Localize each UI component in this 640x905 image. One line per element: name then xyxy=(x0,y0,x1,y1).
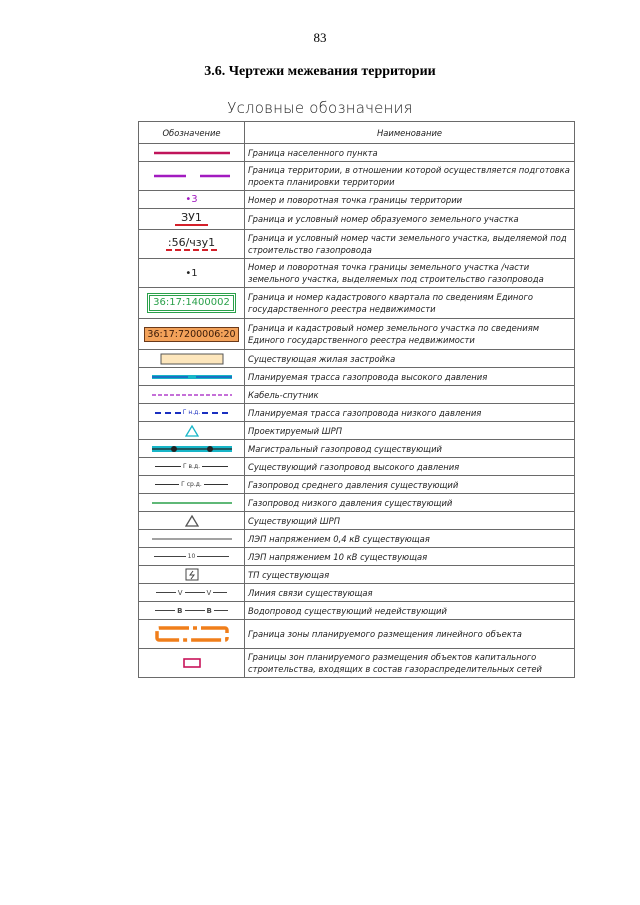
row-name: Магистральный газопровод существующий xyxy=(245,440,575,458)
table-row xyxy=(139,230,575,259)
row-name: Газопровод низкого давления существующий xyxy=(245,494,575,512)
table-row xyxy=(139,602,575,620)
red-boundary-line-icon xyxy=(139,144,245,162)
row-name: Номер и поворотная точка границы земельного участка /части земельного участка, выделяемых под строительство газопровода xyxy=(245,259,575,288)
triangle-cyan-icon xyxy=(139,422,245,440)
comm-label: V xyxy=(206,588,212,597)
header-symbol: Обозначение xyxy=(139,122,245,144)
table-row xyxy=(139,404,575,422)
table-row xyxy=(139,440,575,458)
part-parcel-number: :56/чзу1 xyxy=(167,236,216,249)
hp-gas-planned-icon xyxy=(139,368,245,386)
table-row xyxy=(139,512,575,530)
point-number: •3 xyxy=(185,194,198,205)
section-title: 3.6. Чертежи межевания территории xyxy=(204,64,436,79)
row-name: Планируемая трасса газопровода высокого давления xyxy=(245,368,575,386)
row-name: Граница и условный номер части земельного участка, выделяемой под строительство газопровода xyxy=(245,230,575,259)
transformer-icon xyxy=(139,566,245,584)
gas-label: Г в.д. xyxy=(182,463,201,470)
table-row xyxy=(139,191,575,209)
row-name: ЛЭП напряжением 0,4 кВ существующая xyxy=(245,530,575,548)
table-row xyxy=(139,584,575,602)
water-label: В xyxy=(177,606,183,615)
table-row xyxy=(139,422,575,440)
row-name: Граница и кадастровый номер земельного участка по сведениям Единого государственного реестра недвижимости xyxy=(245,319,575,350)
comm-label: V xyxy=(177,588,183,597)
parcel-label-icon xyxy=(139,209,245,230)
legend-table xyxy=(138,121,575,678)
row-name: Существующий ШРП xyxy=(245,512,575,530)
cadastral-parcel-number: 36:17:7200006:20 xyxy=(147,328,236,340)
row-name: Водопровод существующий недействующий xyxy=(245,602,575,620)
page-number: 83 xyxy=(313,30,327,45)
cadastral-parcel-icon xyxy=(139,319,245,350)
hp-gas-existing-icon xyxy=(139,458,245,476)
table-row xyxy=(139,209,575,230)
table-row xyxy=(139,368,575,386)
table-row xyxy=(139,566,575,584)
legend-title: Условные обозначения xyxy=(227,99,413,117)
row-name: Граница и номер кадастрового квартала по сведениям Единого государственного реестра недвижимости xyxy=(245,288,575,319)
row-name: Существующий газопровод высокого давления xyxy=(245,458,575,476)
purple-dashed-boundary-icon xyxy=(139,162,245,191)
row-name: ЛЭП напряжением 10 кВ существующая xyxy=(245,548,575,566)
row-name: Граница зоны планируемого размещения линейного объекта xyxy=(245,620,575,649)
table-row xyxy=(139,386,575,404)
power-line-04-icon xyxy=(139,530,245,548)
magenta-rect-icon xyxy=(139,649,245,678)
table-row xyxy=(139,144,575,162)
header-name: Наименование xyxy=(245,122,575,144)
table-row xyxy=(139,494,575,512)
row-name: Границы зон планируемого размещения объектов капитального строительства, входящих в состав газораспределительных сетей xyxy=(245,649,575,678)
row-name: Существующая жилая застройка xyxy=(245,350,575,368)
parcel-number: ЗУ1 xyxy=(181,211,202,224)
table-row xyxy=(139,649,575,678)
table-row xyxy=(139,458,575,476)
table-row xyxy=(139,350,575,368)
cadastral-block-icon xyxy=(139,288,245,319)
row-name: Газопровод среднего давления существующий xyxy=(245,476,575,494)
row-name: ТП существующая xyxy=(245,566,575,584)
row-name: Граница населенного пункта xyxy=(245,144,575,162)
table-row xyxy=(139,288,575,319)
mp-gas-existing-icon xyxy=(139,476,245,494)
water-line-icon xyxy=(139,602,245,620)
power-label: 10 xyxy=(187,553,196,560)
table-row xyxy=(139,259,575,288)
row-name: Номер и поворотная точка границы территории xyxy=(245,191,575,209)
residential-fill-icon xyxy=(139,350,245,368)
row-name: Граница и условный номер образуемого земельного участка xyxy=(245,209,575,230)
row-name: Планируемая трасса газопровода низкого давления xyxy=(245,404,575,422)
row-name: Кабель-спутник xyxy=(245,386,575,404)
cadastral-block-number: 36:17:1400002 xyxy=(153,297,230,308)
table-row xyxy=(139,548,575,566)
part-parcel-label-icon xyxy=(139,230,245,259)
table-row xyxy=(139,620,575,649)
triangle-gray-icon xyxy=(139,512,245,530)
row-name: Проектируемый ШРП xyxy=(245,422,575,440)
lp-gas-existing-icon xyxy=(139,494,245,512)
comm-line-icon xyxy=(139,584,245,602)
table-row xyxy=(139,162,575,191)
gas-label: Г ср.д. xyxy=(181,481,202,488)
point-number: •1 xyxy=(185,267,198,279)
power-line-10-icon xyxy=(139,548,245,566)
water-label: В xyxy=(206,606,212,615)
point-marker-icon xyxy=(139,259,245,288)
cable-satellite-icon xyxy=(139,386,245,404)
gas-label: Г н.д. xyxy=(182,409,201,416)
row-name: Линия связи существующая xyxy=(245,584,575,602)
trunk-gas-icon xyxy=(139,440,245,458)
legend-header-row xyxy=(139,122,575,144)
row-name: Граница территории, в отношении которой осуществляется подготовка проекта планировки территории xyxy=(245,162,575,191)
table-row xyxy=(139,319,575,350)
lp-gas-planned-icon xyxy=(139,404,245,422)
point-marker-icon xyxy=(139,191,245,209)
orange-zone-icon xyxy=(139,620,245,649)
table-row xyxy=(139,476,575,494)
table-row xyxy=(139,530,575,548)
